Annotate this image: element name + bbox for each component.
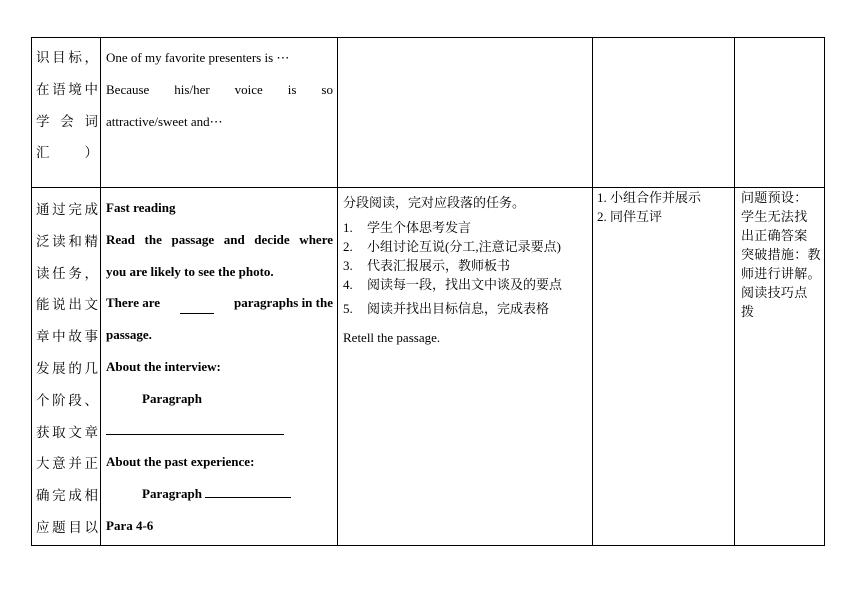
content-line: attractive/sweet and⋯ <box>106 113 223 129</box>
fast-reading-heading: Fast reading <box>106 200 176 215</box>
goal-line: 确完成相 <box>36 488 98 504</box>
goal-line: 读任务， <box>36 265 98 281</box>
activity-steps <box>343 218 588 318</box>
step-number: 3. <box>343 258 353 273</box>
content-line: About the interview: <box>106 358 221 374</box>
content-line: Read the passage and decide where <box>106 231 333 247</box>
content-line <box>106 478 333 510</box>
content-line: Because his/her voice is so <box>106 81 333 97</box>
step-number: 1. <box>343 220 353 235</box>
evaluation-line: 1. 小组合作并展示 <box>597 190 702 205</box>
note-line: 阅读技巧点 <box>741 285 808 300</box>
fill-in-blank <box>180 301 214 314</box>
goal-line: 发展的几 <box>36 360 98 376</box>
content-line: Paragraph <box>142 390 202 406</box>
notes-cell <box>735 188 825 546</box>
list-item <box>343 299 588 318</box>
goal-line: 应题目以 <box>36 519 98 535</box>
content-cell <box>101 188 338 546</box>
evaluation-line: 2. 同伴互评 <box>597 209 663 224</box>
goal-line: 通过完成 <box>36 202 98 217</box>
list-item <box>343 218 588 237</box>
goal-line: 个阶段、 <box>36 392 98 408</box>
step-text: 学生个体思考发言 <box>367 220 472 235</box>
content-line: Para 4-6 <box>106 517 154 533</box>
step-text: 代表汇报展示，教师板书 <box>367 258 511 273</box>
fill-in-blank <box>205 485 291 498</box>
content-line: passage. <box>106 327 152 343</box>
note-line: 问题预设： <box>741 190 808 205</box>
activity-cell <box>338 188 593 546</box>
goal-line: 识目标， <box>36 50 98 65</box>
step-text: 阅读每一段，找出文中谈及的要点 <box>367 277 563 292</box>
note-line: 出正确答案 <box>741 228 808 243</box>
goal-line: 能说出文 <box>36 297 98 313</box>
note-line: 拨 <box>741 304 755 319</box>
goal-cell <box>32 188 101 546</box>
content-line: you are likely to see the photo. <box>106 263 274 279</box>
content-text: Paragraph <box>142 486 202 502</box>
evaluation-cell <box>593 38 735 188</box>
activity-intro: 分段阅读，完对应段落的任务。 <box>343 195 526 210</box>
goal-line: 大意并正 <box>36 456 98 472</box>
list-item <box>343 256 588 275</box>
goal-cell <box>32 38 101 188</box>
step-number: 2. <box>343 239 353 254</box>
content-line <box>106 287 333 319</box>
list-item <box>343 237 588 256</box>
content-text: paragraphs in the <box>234 295 333 311</box>
activity-cell <box>338 38 593 188</box>
goal-line: 章中故事 <box>36 329 98 345</box>
retell-text: Retell the passage. <box>343 330 441 345</box>
content-line: About the past experience: <box>106 454 255 470</box>
goal-line: 在语境中 <box>36 81 98 97</box>
step-number: 5. <box>343 301 353 316</box>
notes-cell <box>735 38 825 188</box>
goal-line: 泛读和精 <box>36 233 98 249</box>
lesson-plan-table <box>31 37 825 546</box>
goal-line: 学 会 词 <box>36 113 98 129</box>
step-text: 阅读并找出目标信息，完成表格 <box>367 301 550 316</box>
table-row <box>32 38 825 188</box>
goal-line: 获取文章 <box>36 424 98 440</box>
note-line: 学生无法找 <box>741 209 808 224</box>
note-line: 师进行讲解。 <box>741 266 821 281</box>
content-cell <box>101 38 338 188</box>
evaluation-cell <box>593 188 735 546</box>
table-row <box>32 188 825 546</box>
content-line <box>106 415 333 447</box>
step-number: 4. <box>343 277 353 292</box>
step-text: 小组讨论互说(分工,注意记录要点) <box>367 239 561 254</box>
list-item <box>343 275 588 294</box>
goal-line: 汇） <box>36 145 98 161</box>
fill-in-blank <box>106 422 284 435</box>
content-line: One of my favorite presenters is ⋯ <box>106 50 290 65</box>
content-text: There are <box>106 295 161 311</box>
note-line: 突破措施：教 <box>741 247 821 262</box>
